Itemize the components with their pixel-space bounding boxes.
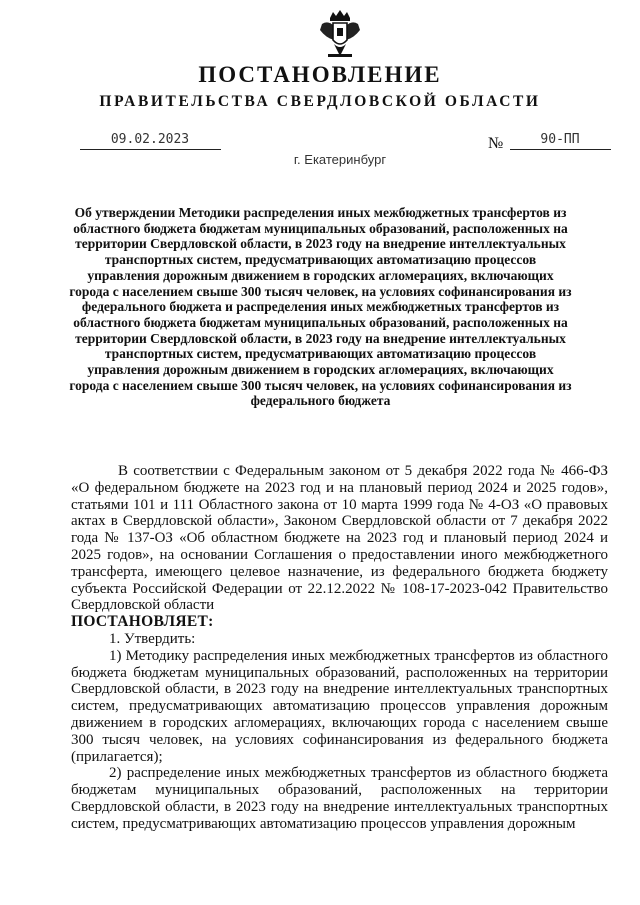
item-1-2-paragraph: 2) распределение иных межбюджетных трансфертов из областного бюджета бюджетам муниципальных образований, расположенных на территории Свердловской области, в 2023 году на внедрение интеллектуальных транспортных систем, предусматривающих автоматизацию процессов управления дорожным: [71, 765, 608, 832]
preamble-paragraph: В соответствии с Федеральным законом от 5 декабря 2022 года № 466-ФЗ «О федеральном бюджете на 2023 год и на плановый период 2024 и 2025 годов», статьями 101 и 111 Областного закона от 10 марта 1999 года № 4-ОЗ «О правовых актах в Свердловской области», Законом Свердловской области от 7 декабря 2022 года № 137-ОЗ «Об областном бюджете на 2023 год и плановый период 2024 и 2025 годов», на основании Соглашения о предоставлении иного межбюджетного трансферта, имеющего целевое назначение, из федерального бюджета бюджету субъекта Российской Федерации от 22.12.2022 № 108-17-2023-042 Правительство Свердловской области: [71, 463, 608, 614]
item-1-1-paragraph: 1) Методику распределения иных межбюджетных трансфертов из областного бюджета бюджетам муниципальных образований, расположенных на территории Свердловской области, в 2023 году на внедрение интеллектуальных транспортных систем, предусматривающих автоматизацию процессов управления дорожным движением в городских агломерациях, включающих города с населением свыше 300 тысяч человек, на условиях софинансирования из федерального бюджета (прилагается);: [71, 647, 608, 765]
document-title: Об утверждении Методики распределения иных межбюджетных трансфертов из областного бюджета бюджетам муниципальных образований, расположенных на территории Свердловской области, в 2023 году на внедрение интеллектуальных транспортных систем, предусматривающих автоматизацию процессов управления дорожным движением в городских агломерациях, включающих города с населением свыше 300 тысяч человек, на условиях софинансирования из федерального бюджета и распределения иных межбюджетных трансфертов из областного бюджета бюджетам муниципальных образований, расположенных на территории Свердловской области, в 2023 году на внедрение интеллектуальных транспортных систем, предусматривающих автоматизацию процессов управления дорожным движением в городских агломерациях, включающих города с населением свыше 300 тысяч человек, на условиях софинансирования из федерального бюджета: [69, 205, 572, 409]
number-underline: [510, 149, 611, 150]
city-label: г. Екатеринбург: [293, 152, 387, 167]
document-body: [71, 463, 608, 833]
resolves-heading: ПОСТАНОВЛЯЕТ:: [71, 613, 214, 631]
document-date: 09.02.2023: [110, 132, 190, 147]
date-underline: [80, 149, 221, 150]
item-1-paragraph: 1. Утвердить:: [109, 630, 196, 647]
document-number: 90-ПП: [540, 132, 580, 147]
issuer-heading: ПРАВИТЕЛЬСТВА СВЕРДЛОВСКОЙ ОБЛАСТИ: [99, 93, 541, 110]
number-label: №: [488, 135, 504, 152]
document-type-heading: ПОСТАНОВЛЕНИЕ: [198, 62, 442, 87]
coat-of-arms-emblem: [318, 10, 362, 60]
